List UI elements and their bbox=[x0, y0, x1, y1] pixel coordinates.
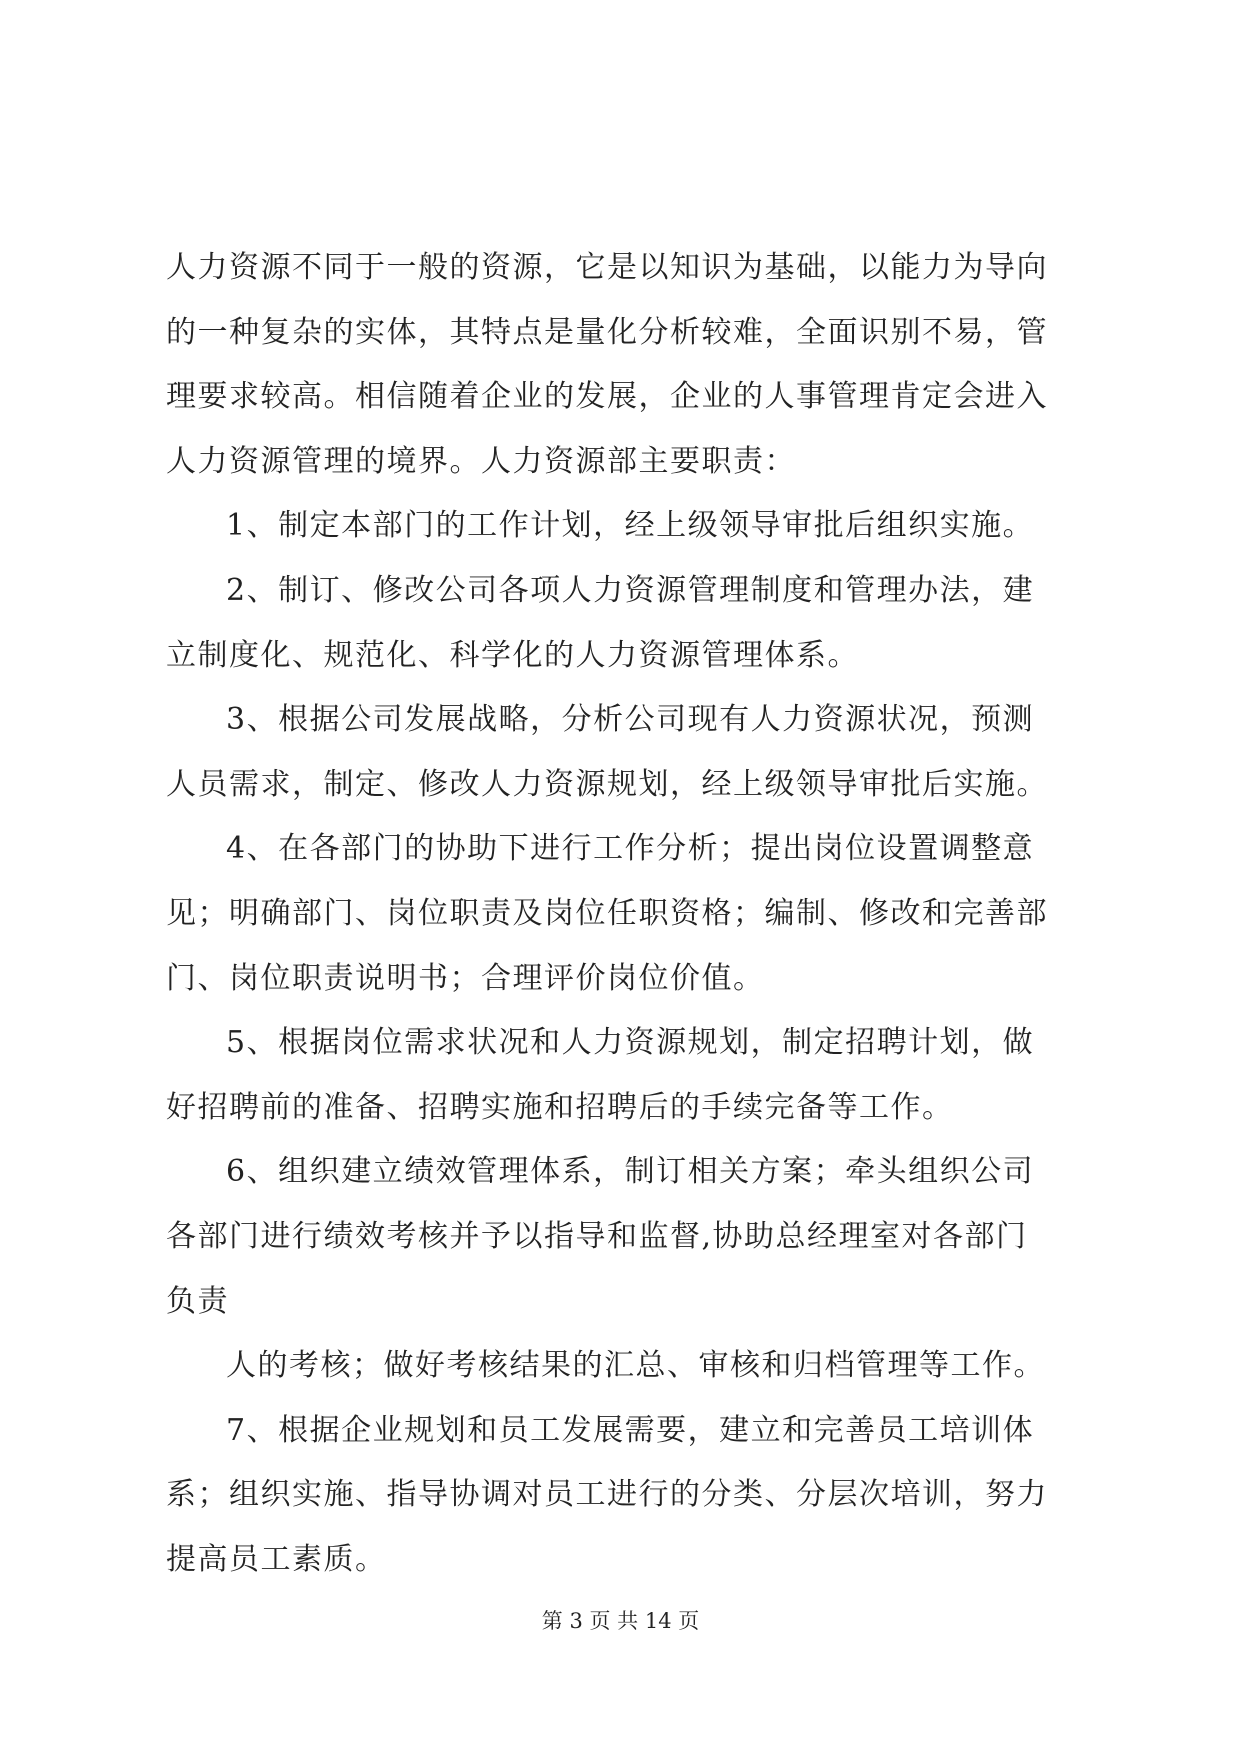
text-line: 负责 bbox=[166, 1283, 229, 1319]
text-line: 的一种复杂的实体，其特点是量化分析较难，全面识别不易，管 bbox=[166, 314, 1048, 350]
text-line: 人员需求，制定、修改人力资源规划，经上级领导审批后实施。 bbox=[166, 766, 1048, 802]
text-line: 人力资源管理的境界。人力资源部主要职责： bbox=[166, 443, 796, 479]
text-line: 理要求较高。相信随着企业的发展，企业的人事管理肯定会进入 bbox=[166, 379, 1048, 415]
text-line: 人力资源不同于一般的资源，它是以知识为基础，以能力为导向 bbox=[166, 250, 1048, 285]
text-line: 人的考核；做好考核结果的汇总、审核和归档管理等工作。 bbox=[226, 1348, 1045, 1384]
list-item-6: 6、组织建立绩效管理体系，制订相关方案；牵头组织公司 bbox=[226, 1154, 1035, 1190]
text-line: 提高员工素质。 bbox=[166, 1541, 387, 1577]
list-item-1: 1、制定本部门的工作计划，经上级领导审批后组织实施。 bbox=[226, 508, 1035, 544]
text-line: 各部门进行绩效考核并予以指导和监督,协助总经理室对各部门 bbox=[166, 1218, 1028, 1254]
text-line: 系；组织实施、指导协调对员工进行的分类、分层次培训，努力 bbox=[166, 1477, 1048, 1513]
list-item-2: 2、制订、修改公司各项人力资源管理制度和管理办法，建 bbox=[226, 572, 1035, 608]
text-line: 门、岗位职责说明书；合理评价岗位价值。 bbox=[166, 960, 765, 996]
list-item-7: 7、根据企业规划和员工发展需要，建立和完善员工培训体 bbox=[226, 1412, 1035, 1448]
list-item-5: 5、根据岗位需求状况和人力资源规划，制定招聘计划，做 bbox=[226, 1025, 1035, 1061]
page-number-footer: 第 3 页 共 14 页 bbox=[541, 1609, 700, 1633]
text-line: 见；明确部门、岗位职责及岗位任职资格；编制、修改和完善部 bbox=[166, 895, 1048, 931]
text-line: 好招聘前的准备、招聘实施和招聘后的手续完备等工作。 bbox=[166, 1089, 954, 1125]
body-text bbox=[166, 236, 1084, 1592]
list-item-4: 4、在各部门的协助下进行工作分析；提出岗位设置调整意 bbox=[226, 831, 1035, 867]
text-line: 立制度化、规范化、科学化的人力资源管理体系。 bbox=[166, 637, 859, 673]
list-item-3: 3、根据公司发展战略，分析公司现有人力资源状况，预测 bbox=[226, 702, 1035, 738]
